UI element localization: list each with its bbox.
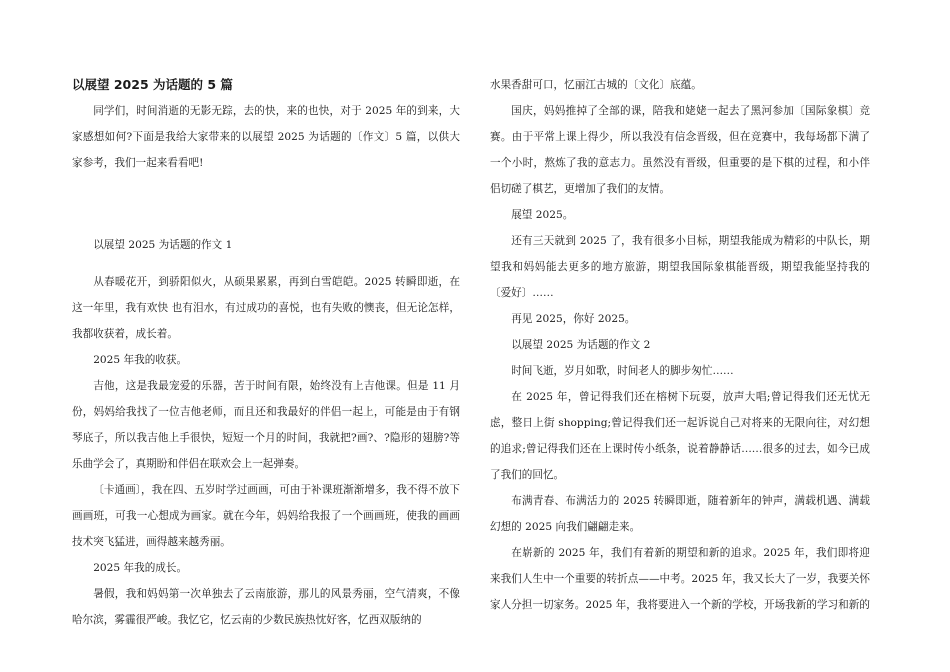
essay-2-heading: 以展望 2025 为话题的作文 2	[511, 339, 651, 351]
paragraph: 时间飞逝，岁月如歌，时间老人的脚步匆忙……	[511, 365, 734, 377]
paragraph: 再见 2025，你好 2025。	[511, 313, 636, 325]
paragraph: 在崭新的 2025 年，我们有着新的期望和新的追求。2025 年，我们即将迎来我们人生中一个重要的转折点——中考。2025 年，我又长大了一岁，我要关怀家人分担一切家务。2025 年，我将要进入一个新的学校，开场我新的学习和新的	[490, 547, 870, 611]
paragraph: 暑假，我和妈妈第一次单独去了云南旅游，那儿的风景秀丽，空气清爽，不像哈尔滨，雾霾很严峻。我忆它，忆云南的少数民族热忱好客，忆西双版纳的	[72, 588, 460, 626]
paragraph: 〔卡通画〕，我在四、五岁时学过画画，可由于补课班渐渐增多，我不得不放下画画班，可我一心想成为画家。就在今年，妈妈给我报了一个画画班，使我的画画技术突飞猛进，画得越来越秀丽。	[72, 484, 460, 548]
paragraph: 展望 2025。	[511, 209, 574, 221]
paragraph: 水果香甜可口，忆丽江古城的〔文化〕底蕴。	[490, 79, 702, 91]
paragraph: 2025 年我的收获。	[93, 354, 188, 366]
intro-paragraph: 同学们，时间消逝的无影无踪，去的快，来的也快，对于 2025 年的到来，大家感想如何?下面是我给大家带来的以展望 2025 为话题的〔作文〕5 篇，以供大家参考，我们一起来看看吧!	[72, 105, 460, 169]
left-column	[72, 0, 460, 633]
paragraph: 在 2025 年，曾记得我们还在榕树下玩耍，放声大唱;曾记得我们还无忧无虑，整日上街 shopping;曾记得我们还一起诉说自己对将来的无限向往，对幻想的追求;曾记得我们还在上课时传小纸条，说着静静话……很多的过去，如今已成了我们的回忆。	[490, 391, 870, 481]
paragraph: 布满青春、布满活力的 2025 转瞬即逝，随着新年的钟声，满载机遇、满载幻想的 2025 向我们翩翩走来。	[490, 495, 870, 533]
paragraph: 国庆，妈妈推掉了全部的课，陪我和姥姥一起去了黑河参加〔国际象棋〕竞赛。由于平常上课上得少，所以我没有信念晋级，但在竞赛中，我每场都下满了一个小时，熬炼了我的意志力。虽然没有晋级，但重要的是下棋的过程，和小伴侣切磋了棋艺，更增加了我们的友情。	[490, 105, 870, 195]
essay-1-heading: 以展望 2025 为话题的作文 1	[93, 239, 233, 251]
paragraph: 吉他，这是我最宠爱的乐器，苦于时间有限，始终没有上吉他课。但是 11 月份，妈妈给我找了一位吉他老师，而且还和我最好的伴侣一起上，可能是由于有钢琴底子，所以我吉他上手很快，短短一个月的时间，我就把?画?、?隐形的翅膀?等乐曲学会了，真期盼和伴侣在联欢会上一起弹奏。	[72, 380, 460, 470]
right-column	[490, 0, 870, 618]
paragraph: 还有三天就到 2025 了，我有很多小目标，期望我能成为精彩的中队长，期望我和妈妈能去更多的地方旅游，期望我国际象棋能晋级，期望我能坚持我的〔爱好〕……	[490, 235, 870, 299]
document-title: 以展望 2025 为话题的 5 篇	[72, 77, 233, 92]
paragraph: 2025 年我的成长。	[93, 562, 188, 574]
paragraph: 从春暖花开，到骄阳似火，从硕果累累，再到白雪皑皑。2025 转瞬即逝，在这一年里，我有欢快 也有泪水，有过成功的喜悦，也有失败的懊丧，但无论怎样，我都收获着，成长着。	[72, 276, 460, 340]
